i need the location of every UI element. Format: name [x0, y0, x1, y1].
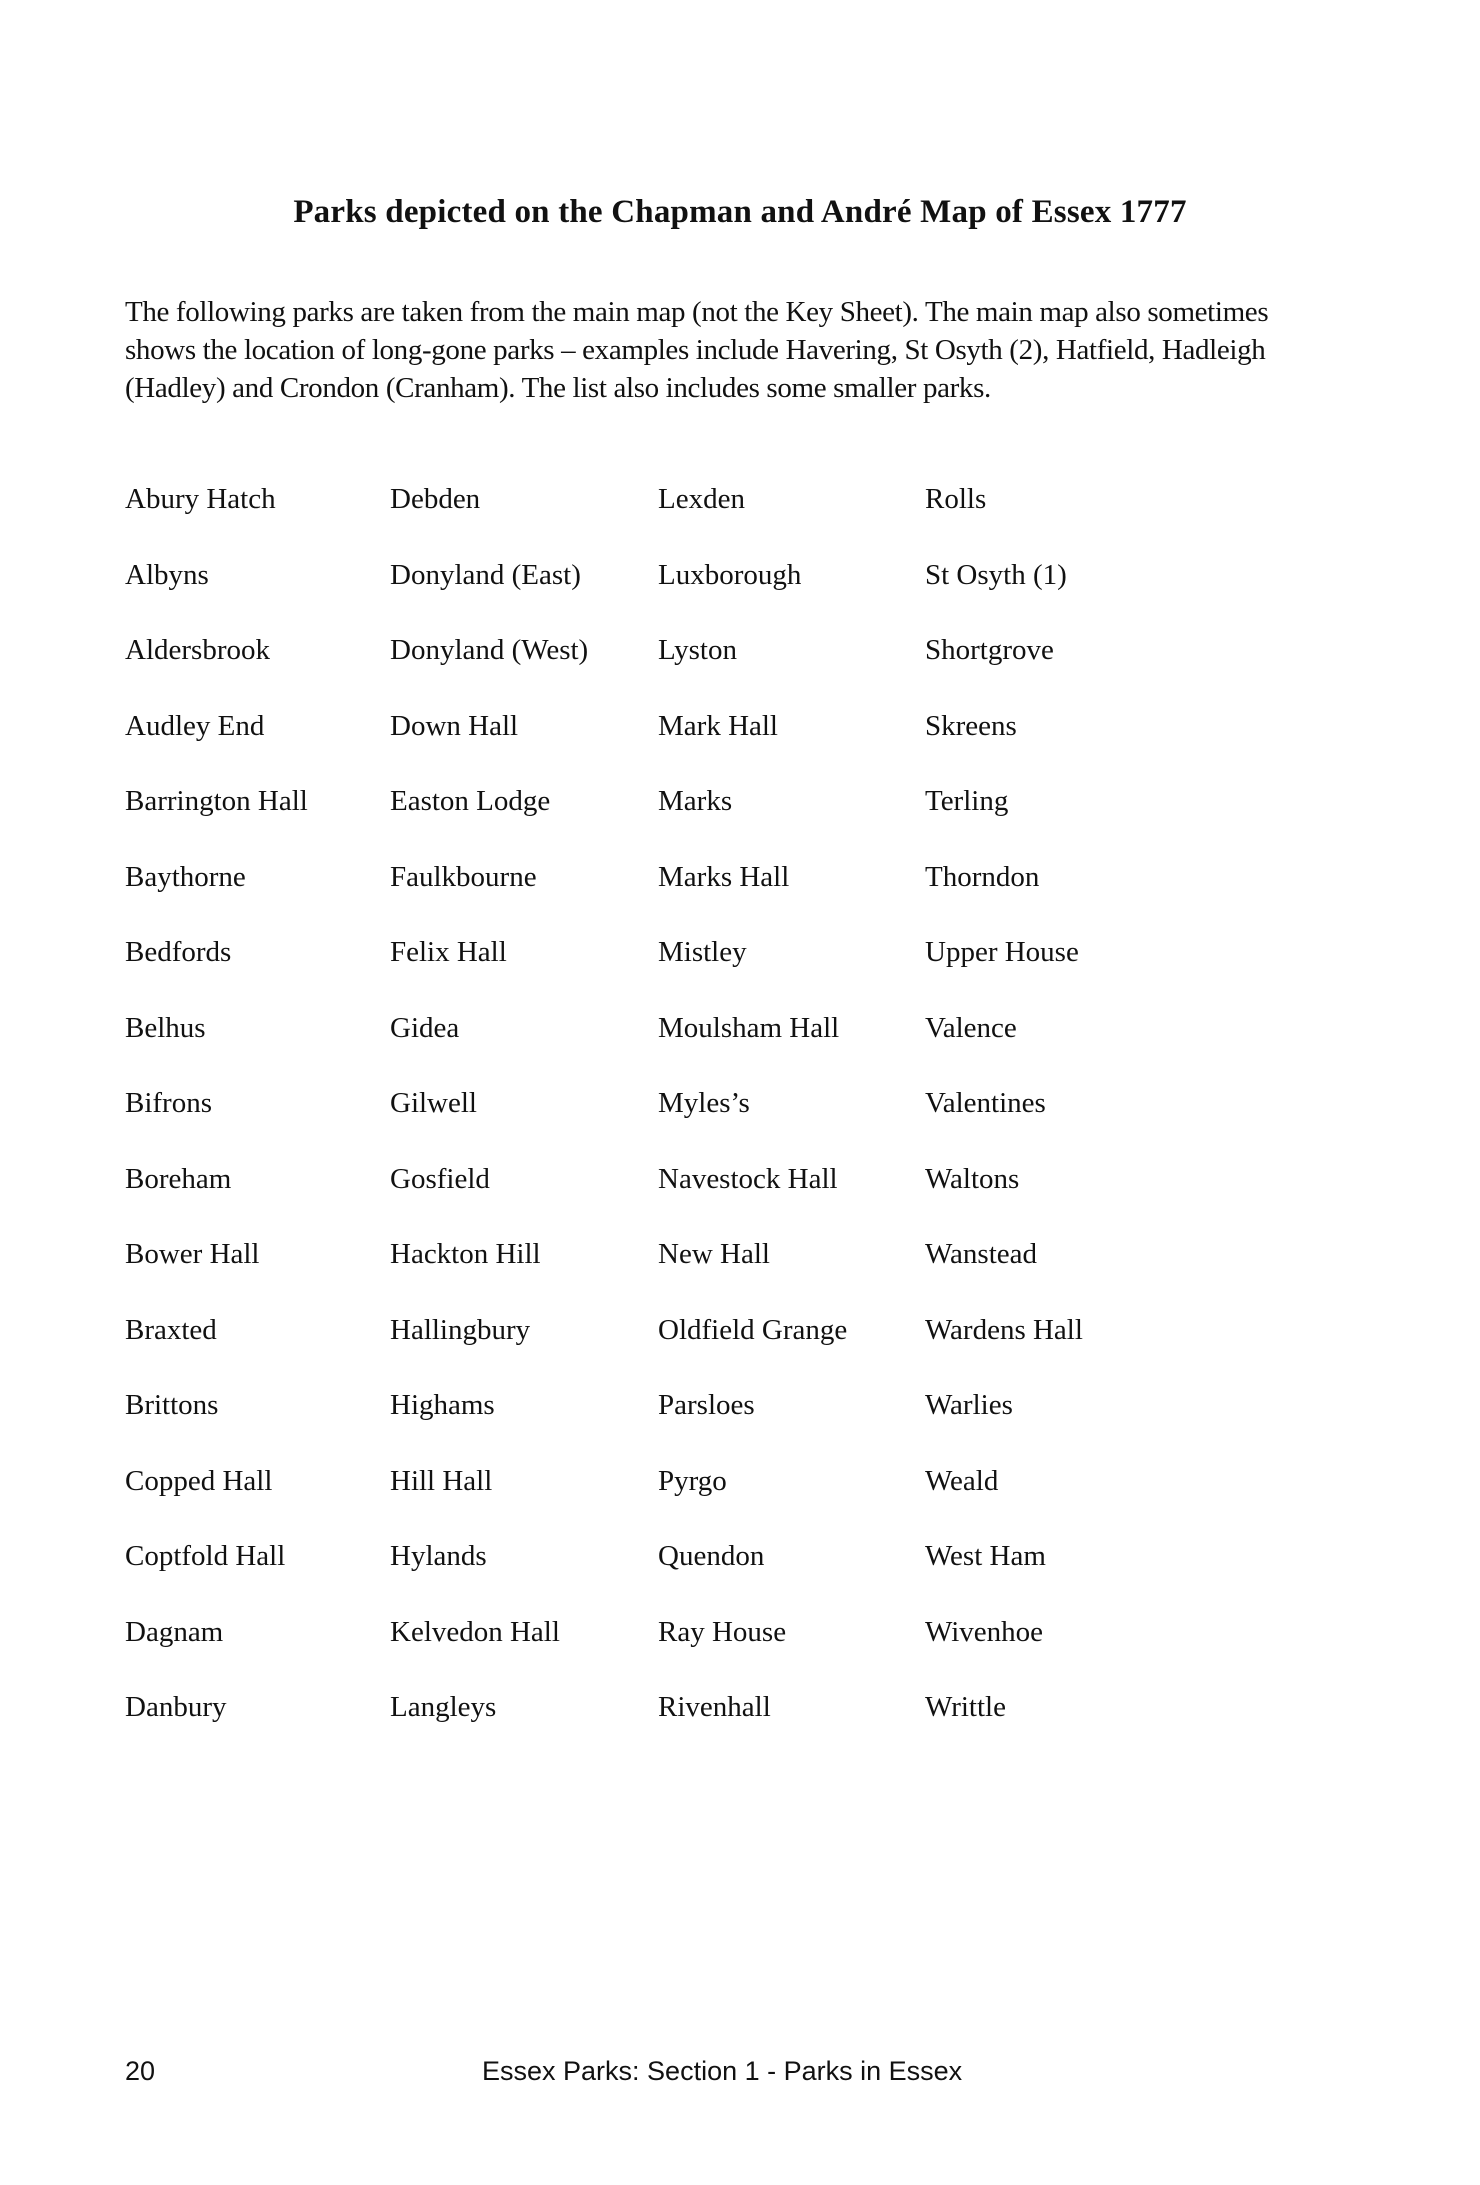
park-name: New Hall [658, 1238, 770, 1270]
park-row [125, 1614, 1325, 1690]
park-name: Navestock Hall [658, 1162, 838, 1195]
park-name: Hackton Hill [390, 1238, 541, 1270]
park-name: Audley End [125, 709, 265, 742]
park-name: Belhus [125, 1011, 206, 1044]
park-name: Thorndon [925, 860, 1040, 893]
park-name: Shortgrove [925, 634, 1054, 666]
park-row [125, 1236, 1325, 1312]
park-name: Rolls [925, 483, 987, 515]
park-name: Quendon [658, 1540, 765, 1572]
park-name: Mistley [658, 936, 747, 968]
park-name: Wivenhoe [925, 1615, 1044, 1648]
park-name: Ray House [658, 1615, 787, 1648]
park-name: Weald [925, 1464, 999, 1497]
park-row [125, 1538, 1325, 1614]
park-row [125, 1312, 1325, 1388]
park-name: Debden [390, 483, 481, 515]
park-row [125, 1161, 1325, 1237]
park-name: Baythorne [125, 860, 246, 893]
page-title: Parks depicted on the Chapman and André Map of Essex 1777 [293, 194, 1187, 231]
park-name: Marks [658, 785, 733, 817]
park-name: Gilwell [390, 1087, 477, 1119]
park-name: Writtle [925, 1691, 1006, 1723]
park-name: Bifrons [125, 1087, 212, 1119]
park-name: Felix Hall [390, 936, 507, 968]
park-name: Skreens [925, 709, 1017, 742]
park-name: Upper House [925, 936, 1079, 968]
park-name: Pyrgo [658, 1464, 727, 1497]
intro-line: (Hadley) and Crondon (Cranham). The list also includes some smaller parks. [125, 372, 991, 404]
park-name: Barrington Hall [125, 785, 308, 817]
park-name: Copped Hall [125, 1464, 273, 1497]
park-name: Highams [390, 1389, 495, 1421]
park-row [125, 859, 1325, 935]
park-row [125, 1689, 1325, 1765]
park-name: Braxted [125, 1313, 217, 1346]
park-name: Kelvedon Hall [390, 1615, 560, 1648]
park-name: Parsloes [658, 1389, 755, 1421]
park-list [125, 481, 1325, 1765]
park-name: Danbury [125, 1691, 227, 1723]
park-row [125, 1463, 1325, 1539]
park-row [125, 783, 1325, 859]
park-name: Faulkbourne [390, 860, 537, 893]
park-name: Mark Hall [658, 709, 778, 742]
park-name: Moulsham Hall [658, 1011, 840, 1044]
park-name: St Osyth (1) [925, 558, 1067, 591]
park-name: Hylands [390, 1540, 487, 1572]
intro-line: shows the location of long-gone parks – examples include Havering, St Osyth (2), Hatfield, Hadleigh [125, 334, 1266, 366]
park-name: Bedfords [125, 936, 232, 968]
park-name: Myles’s [658, 1087, 750, 1119]
park-name: Gidea [390, 1011, 460, 1044]
park-name: Gosfield [390, 1162, 490, 1195]
park-name: Hill Hall [390, 1464, 493, 1497]
park-name: Wanstead [925, 1238, 1038, 1270]
park-name: Donyland (East) [390, 558, 581, 591]
park-name: Marks Hall [658, 860, 790, 893]
intro-paragraph [125, 293, 1365, 407]
park-name: Brittons [125, 1389, 219, 1421]
park-name: Donyland (West) [390, 634, 589, 666]
park-name: Lyston [658, 634, 737, 666]
park-name: Lexden [658, 483, 745, 515]
park-name: Luxborough [658, 558, 802, 591]
park-row [125, 1010, 1325, 1086]
park-name: Bower Hall [125, 1238, 260, 1270]
park-row [125, 557, 1325, 633]
park-name: Terling [925, 785, 1009, 817]
park-name: Waltons [925, 1162, 1020, 1195]
park-name: Hallingbury [390, 1313, 531, 1346]
park-name: Warlies [925, 1389, 1013, 1421]
park-name: Boreham [125, 1162, 232, 1195]
park-name: Valence [925, 1011, 1017, 1044]
park-name: Albyns [125, 558, 209, 591]
park-row [125, 632, 1325, 708]
park-name: Down Hall [390, 709, 519, 742]
park-name: Langleys [390, 1691, 497, 1723]
running-footer: Essex Parks: Section 1 - Parks in Essex [482, 2056, 963, 2086]
park-name: Oldfield Grange [658, 1313, 848, 1346]
park-name: Aldersbrook [125, 634, 270, 666]
park-row [125, 1085, 1325, 1161]
park-name: Coptfold Hall [125, 1540, 286, 1572]
park-name: Dagnam [125, 1615, 224, 1648]
park-name: Valentines [925, 1087, 1046, 1119]
park-name: Easton Lodge [390, 785, 551, 817]
intro-line: The following parks are taken from the main map (not the Key Sheet). The main map also sometimes [125, 296, 1269, 328]
park-row [125, 1387, 1325, 1463]
park-row [125, 481, 1325, 557]
park-name: Abury Hatch [125, 483, 276, 515]
park-name: West Ham [925, 1540, 1046, 1572]
park-row [125, 708, 1325, 784]
park-name: Rivenhall [658, 1691, 771, 1723]
park-name: Wardens Hall [925, 1313, 1083, 1346]
park-row [125, 934, 1325, 1010]
page-number: 20 [125, 2056, 156, 2086]
